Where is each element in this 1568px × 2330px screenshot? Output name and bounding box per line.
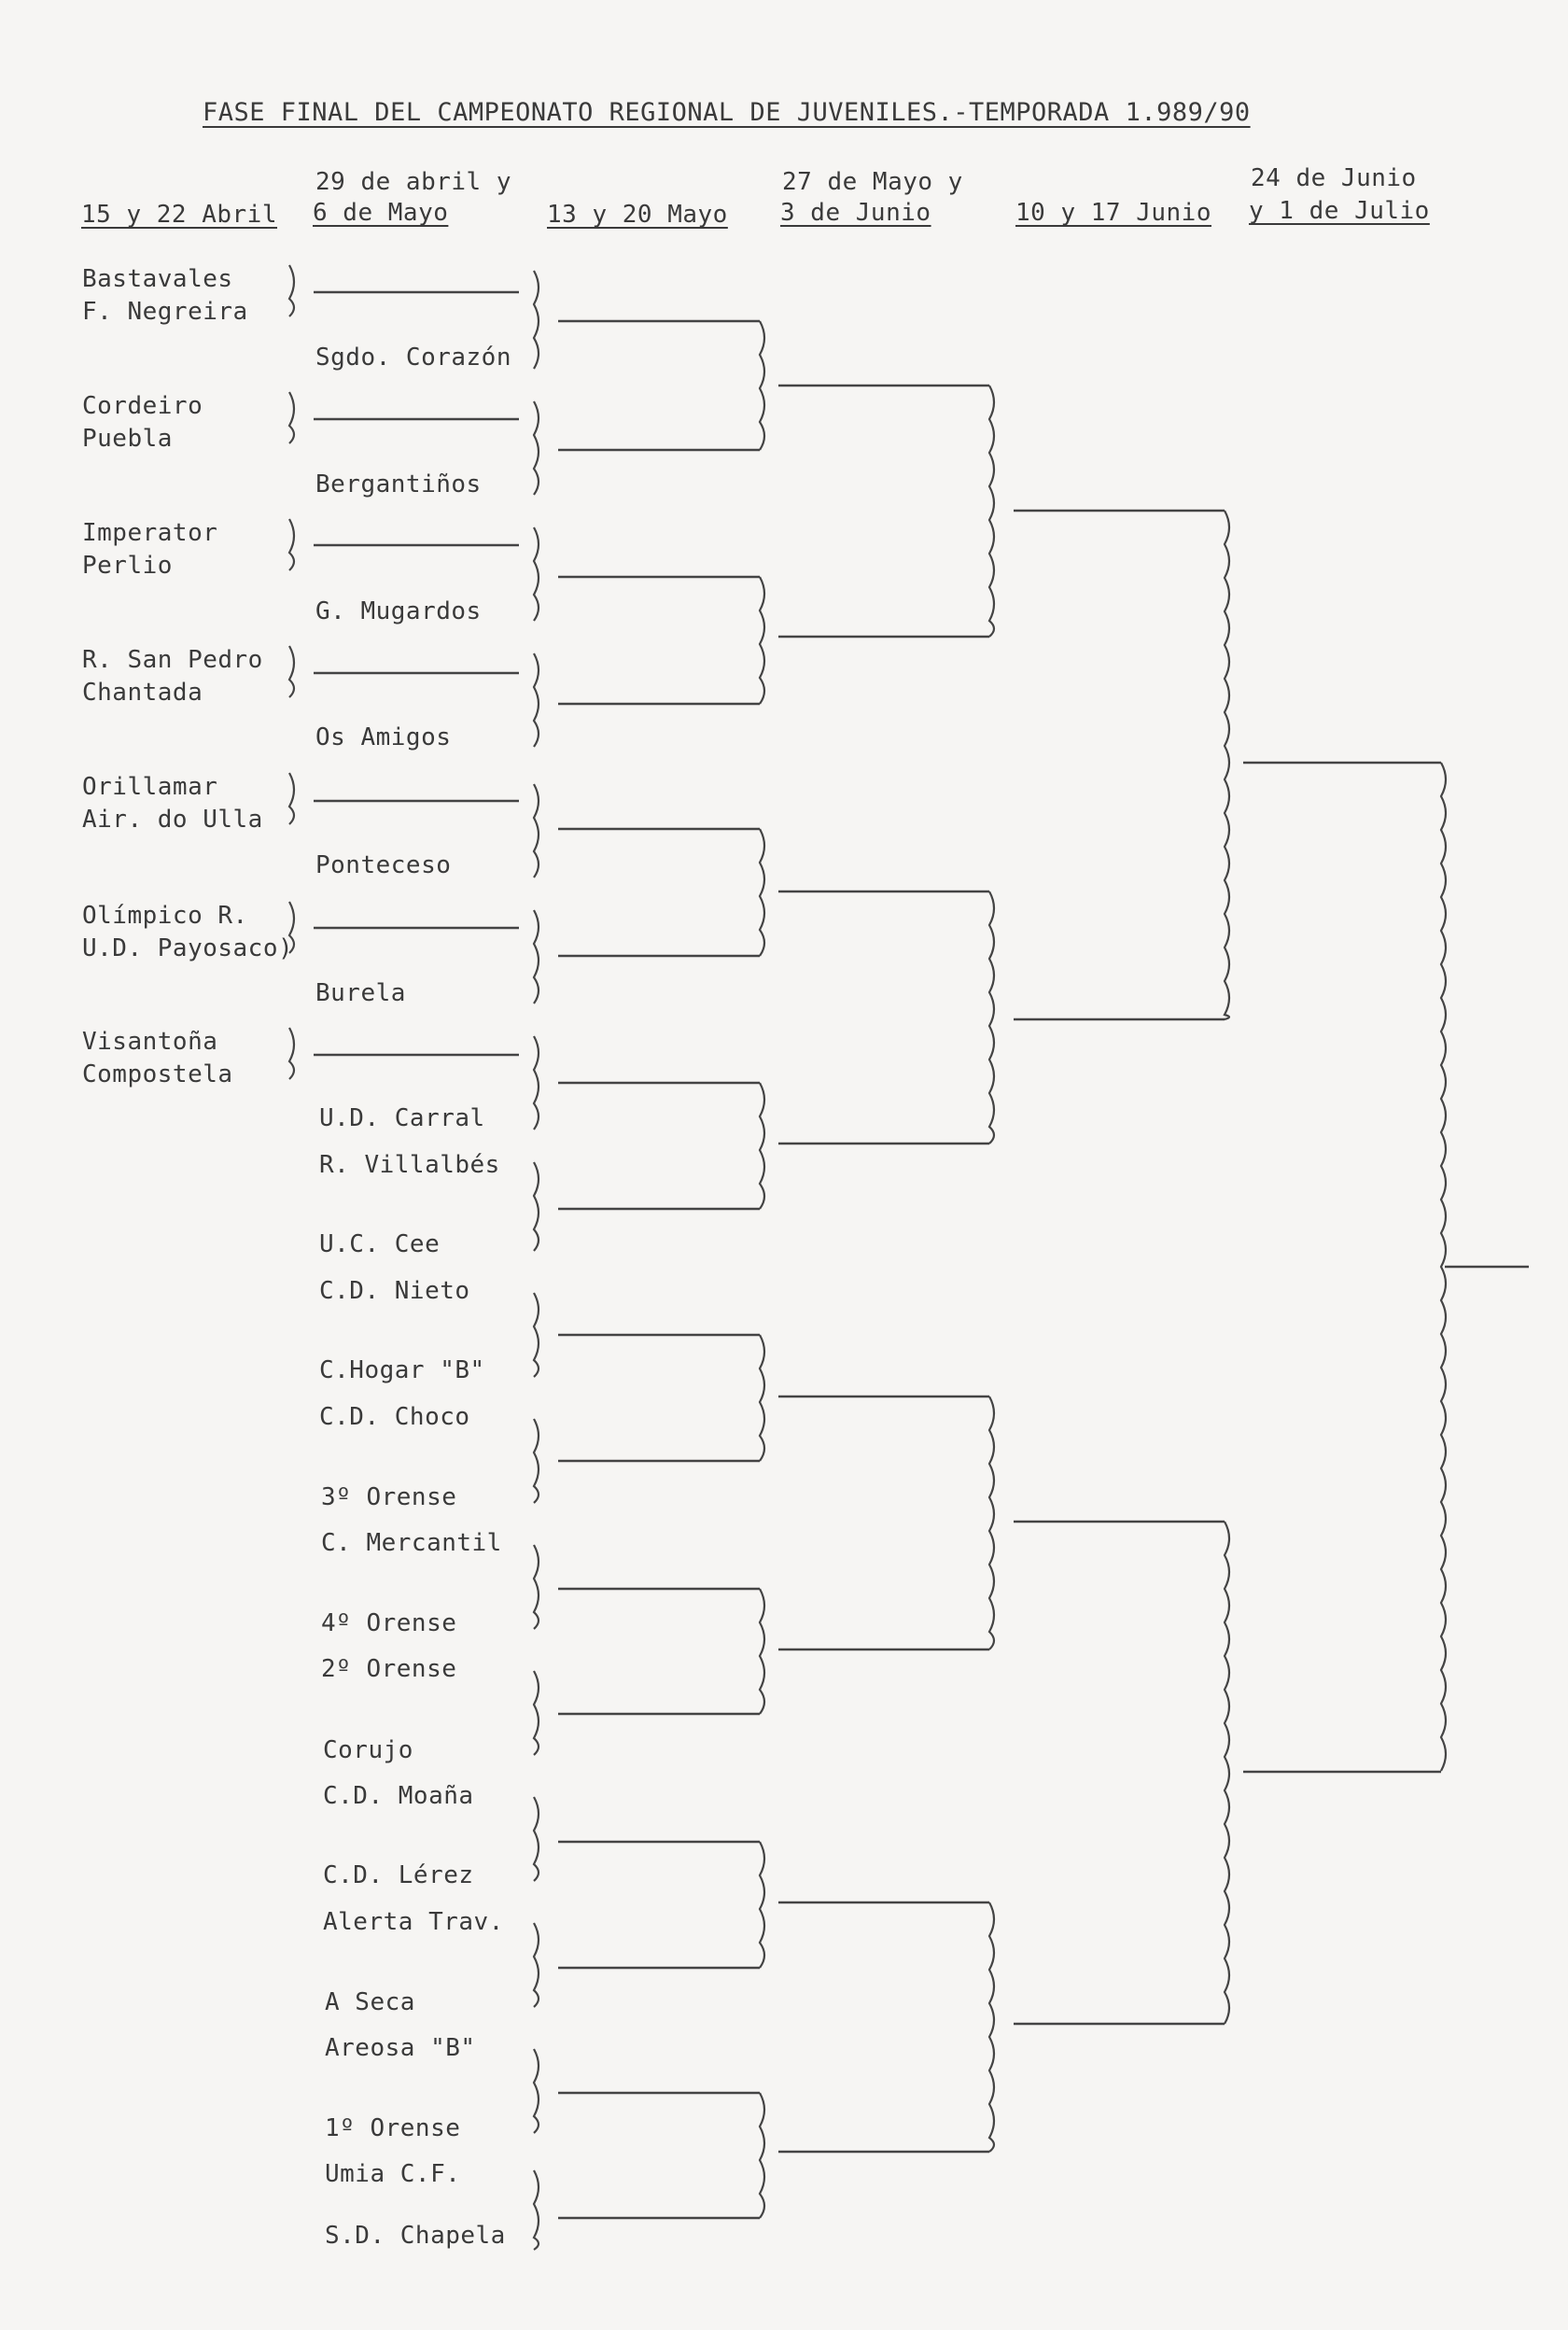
r1-pair-brace xyxy=(289,902,294,953)
r1-team: Puebla xyxy=(82,425,173,453)
header-round2-line2: 6 de Mayo xyxy=(313,199,449,227)
r3-bracket-brace xyxy=(760,1083,764,1209)
r2-team: S.D. Chapela xyxy=(325,2222,506,2250)
r3-bracket-brace xyxy=(760,1335,764,1461)
r3-bracket-brace xyxy=(760,829,764,956)
r2-team: 1º Orense xyxy=(325,2114,461,2142)
r2-pair-brace xyxy=(534,784,539,877)
r2-team: A Seca xyxy=(325,1988,415,2016)
r2-team: U.C. Cee xyxy=(319,1230,441,1258)
r2-team: Burela xyxy=(315,979,406,1007)
r3-bracket-brace xyxy=(760,1589,764,1714)
r1-pair-brace xyxy=(289,646,294,697)
r4-bracket-brace xyxy=(989,1397,994,1649)
r1-team: Visantoña xyxy=(82,1028,218,1056)
r5-bracket-brace xyxy=(1225,511,1229,1019)
r1-pair-brace xyxy=(289,1028,294,1079)
header-round1: 15 y 22 Abril xyxy=(81,201,277,229)
r2-team: Sgdo. Corazón xyxy=(315,344,511,372)
r2-team: Os Amigos xyxy=(315,723,452,751)
r2-team: C.Hogar "B" xyxy=(319,1356,485,1384)
r3-bracket-brace xyxy=(760,2093,764,2218)
r2-team: C.D. Choco xyxy=(319,1403,470,1431)
r1-team: Orillamar xyxy=(82,773,218,801)
r2-pair-brace xyxy=(534,910,539,1004)
r2-team: Alerta Trav. xyxy=(323,1908,504,1936)
header-round2-line1: 29 de abril y xyxy=(315,168,511,196)
r1-team: U.D. Payosaco) xyxy=(82,934,294,962)
r2-pair-brace xyxy=(534,1293,539,1377)
r1-team: Air. do Ulla xyxy=(82,806,263,834)
r2-team: C.D. Lérez xyxy=(323,1861,474,1889)
r1-pair-brace xyxy=(289,773,294,824)
r4-bracket-brace xyxy=(989,386,994,637)
r1-pair-brace xyxy=(289,519,294,570)
r2-pair-brace xyxy=(534,2049,539,2133)
r1-team: Chantada xyxy=(82,679,203,707)
header-round4-line1: 27 de Mayo y xyxy=(782,168,963,196)
r2-team: U.D. Carral xyxy=(319,1104,485,1132)
r2-team: 2º Orense xyxy=(321,1655,457,1683)
r2-team: 3º Orense xyxy=(321,1483,457,1511)
r1-team: Bastavales xyxy=(82,265,233,293)
r1-team: Cordeiro xyxy=(82,392,203,420)
r2-pair-brace xyxy=(534,2170,539,2250)
r2-team: G. Mugardos xyxy=(315,597,482,625)
r2-pair-brace xyxy=(534,1797,539,1881)
r4-bracket-brace xyxy=(989,1902,994,2152)
header-round6-line2: y 1 de Julio xyxy=(1249,197,1430,225)
r1-team: Compostela xyxy=(82,1060,233,1088)
header-round5: 10 y 17 Junio xyxy=(1015,199,1211,227)
r2-pair-brace xyxy=(534,1162,539,1251)
r2-team: C.D. Nieto xyxy=(319,1277,470,1305)
r2-team: C. Mercantil xyxy=(321,1529,502,1557)
r3-bracket-brace xyxy=(760,1842,764,1968)
header-round6-line1: 24 de Junio xyxy=(1251,164,1417,192)
r1-pair-brace xyxy=(289,265,294,316)
r2-pair-brace xyxy=(534,653,539,747)
r2-pair-brace xyxy=(534,1419,539,1503)
r5-bracket-brace xyxy=(1225,1522,1229,2024)
r1-team: R. San Pedro xyxy=(82,646,263,674)
r2-pair-brace xyxy=(534,1545,539,1629)
r2-team: Areosa "B" xyxy=(325,2034,476,2062)
r1-team: F. Negreira xyxy=(82,298,248,326)
r2-pair-brace xyxy=(534,527,539,621)
r2-pair-brace xyxy=(534,1671,539,1755)
r2-pair-brace xyxy=(534,1036,539,1130)
r4-bracket-brace xyxy=(989,891,994,1144)
r2-pair-brace xyxy=(534,271,539,369)
r1-team: Perlio xyxy=(82,552,173,580)
r2-pair-brace xyxy=(534,401,539,495)
r1-pair-brace xyxy=(289,392,294,443)
r2-team: Ponteceso xyxy=(315,851,452,879)
r2-team: Umia C.F. xyxy=(325,2160,461,2188)
r2-team: R. Villalbés xyxy=(319,1151,500,1179)
page-title: FASE FINAL DEL CAMPEONATO REGIONAL DE JUVENILES.-TEMPORADA 1.989/90 xyxy=(203,98,1251,127)
r1-team: Imperator xyxy=(82,519,218,547)
r2-team: Bergantiños xyxy=(315,470,482,498)
r2-team: C.D. Moaña xyxy=(323,1782,474,1810)
r2-team: 4º Orense xyxy=(321,1609,457,1637)
r2-pair-brace xyxy=(534,1923,539,2007)
r1-team: Olímpico R. xyxy=(82,902,248,930)
r3-bracket-brace xyxy=(760,577,764,704)
r2-team: Corujo xyxy=(323,1736,413,1764)
header-round4-line2: 3 de Junio xyxy=(780,199,931,227)
header-round3: 13 y 20 Mayo xyxy=(547,201,728,229)
r3-bracket-brace xyxy=(760,321,764,450)
